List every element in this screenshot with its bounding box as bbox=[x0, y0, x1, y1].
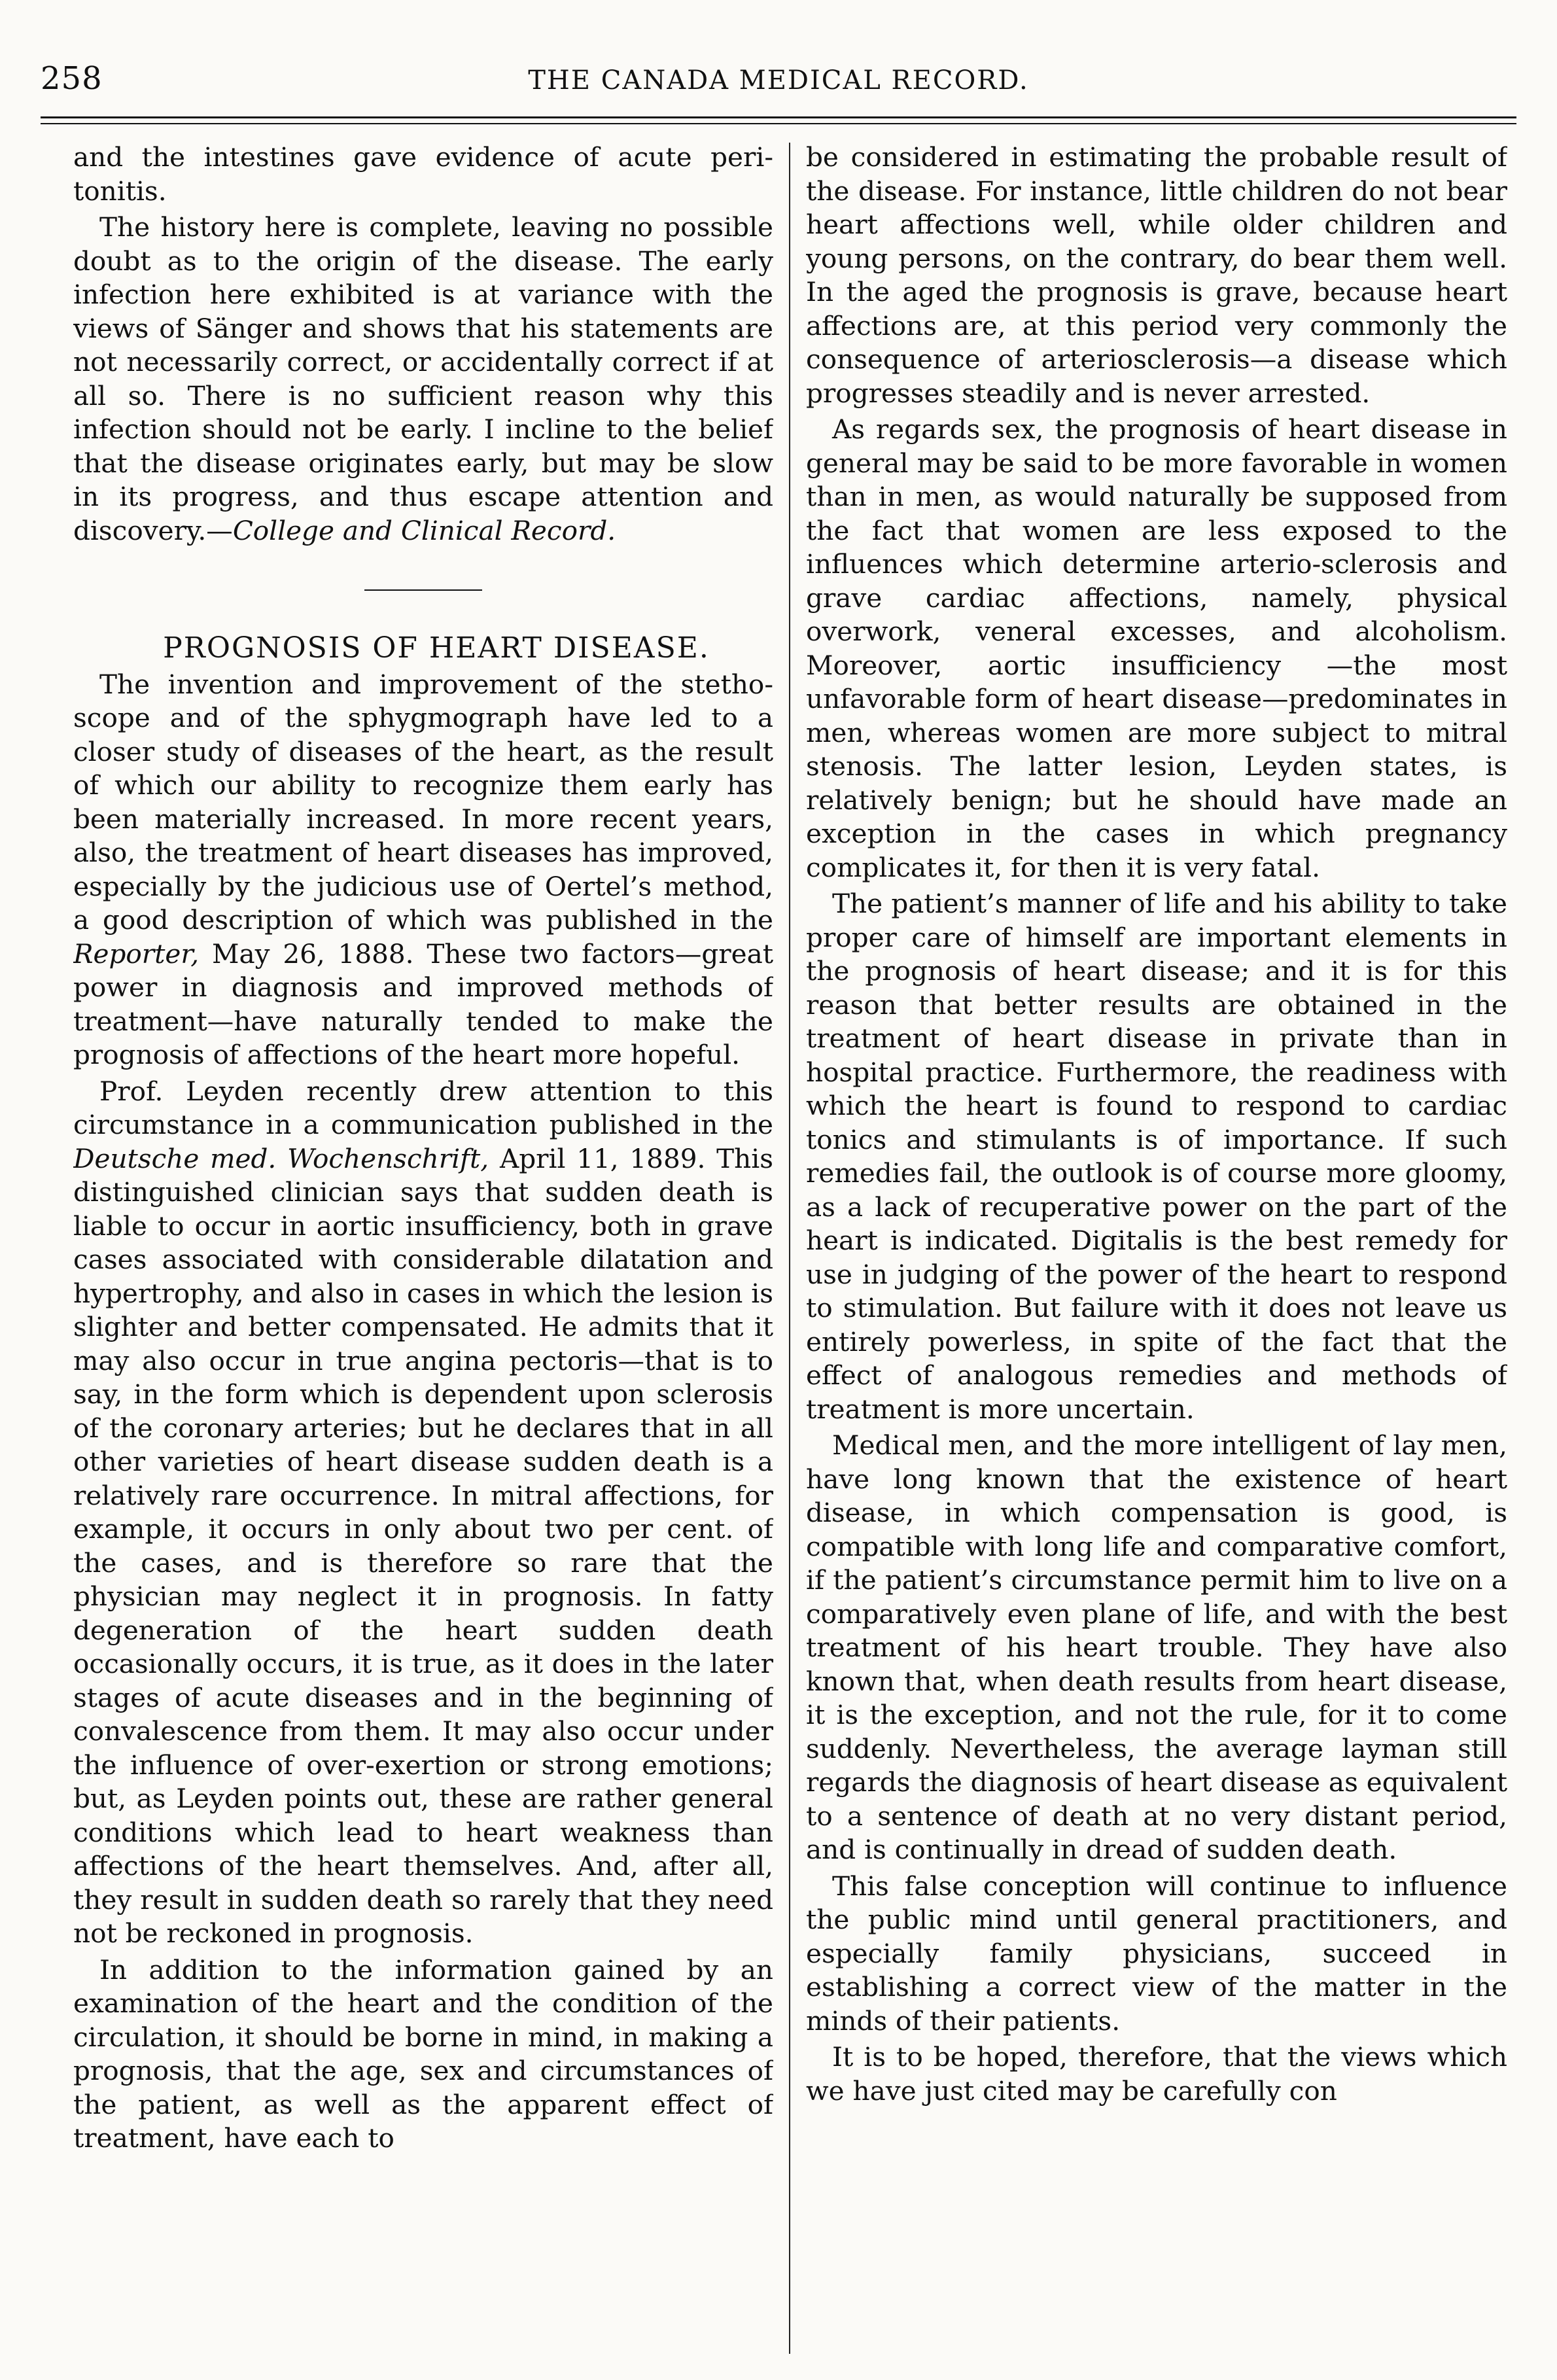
source-citation: College and Clinical Record. bbox=[232, 514, 616, 546]
left-column bbox=[73, 141, 773, 2358]
paragraph-text: May 26, 1888. These two factors—great power in diagnosis and improved methods of treatment—have naturally tended to make the prognosis of affections of the heart more hopeful. bbox=[73, 937, 773, 1070]
running-title: THE CANADA MEDICAL RECORD. bbox=[528, 65, 1029, 96]
paragraph: Medical men, and the more intelligent of lay men, have long known that the existence of heart disease, in which compensation is good, is compatible with long life and comparative comfort, if the patient’s circumstance permit him to live on a comparatively even plane of life, and with the best treatment of his heart trouble. They have also known that, when death results from heart disease, it is the exception, and not the rule, for it to come suddenly. Nevertheless, the average layman still regards the diagnosis of heart disease as equivalent to a sentence of death at no very distant period, and is continually in dread of sudden death. bbox=[806, 1429, 1507, 1865]
paragraph bbox=[73, 211, 773, 548]
section-divider bbox=[364, 589, 482, 591]
paragraph-text: Prof. Leyden recently drew attention to this circumstance in a communication published in the bbox=[73, 1075, 773, 1140]
paragraph: The patient’s manner of life and his ability to take proper care of himself are important elements in the prognosis of heart disease; and it is for this reason that better results are obtained in the treatment of heart disease in private than in hospital practice. Furthermore, the readiness with which the heart is found to respond to cardiac tonics and stimulants is of importance. If such remedies fail, the outlook is of course more gloomy, as a lack of recuperative power on the part of the heart is indicated. Digitalis is the best remedy for use in judging of the power of the heart to respond to stimulation. But failure with it does not leave us entirely powerless, in spite of the fact that the effect of analogous remedies and methods of treatment is more uncertain. bbox=[806, 888, 1507, 1425]
header-rule-thick bbox=[41, 116, 1516, 118]
paragraph: This false conception will continue to influence the public mind until general practitioners, and especially family physicians, succeed in establishing a correct view of the matter in the minds of their patients. bbox=[806, 1870, 1507, 2037]
paragraph: In addition to the information gained by an examination of the heart and the condition of the circulation, it should be borne in mind, in making a prognosis, that the age, sex and circumstances of the patient, as well as the apparent effect of treatment, have each to bbox=[73, 1953, 773, 2154]
right-column bbox=[806, 141, 1507, 2358]
header-rule-thin bbox=[41, 123, 1516, 124]
column-divider bbox=[789, 143, 790, 2354]
journal-name: Reporter, bbox=[73, 937, 200, 970]
section-title: PROGNOSIS OF HEART DISEASE. bbox=[163, 631, 710, 665]
paragraph-text: April 11, 1889. This distinguished clinician says that sudden death is liable to occur in aortic insufficiency, both in grave cases associated with considerable dilatation and hypertrophy, and also in cases in which the lesion is slighter and better compensated. He admits that it may also occur in true angina pectoris—that is to say, in the form which is dependent upon sclerosis of the coronary arteries; but he declares that in all other varieties of heart disease sudden death is a relatively rare occurrence. In mitral affections, for example, it occurs in only about two per cent. of the cases, and is therefore so rare that the physician may neglect it in prognosis. In fatty degeneration of the heart sudden death occasionally occurs, it is true, as it does in the later stages of acute diseases and in the beginning of convalescence from them. It may also occur under the influence of over-exertion or strong emotions; but, as Leyden points out, these are rather general conditions which lead to heart weakness than affections of the heart themselves. And, after all, they result in sudden death so rarely that they need not be reckoned in prognosis. bbox=[73, 1142, 773, 1949]
paragraph-text: The invention and improvement of the stethoscope and of the sphygmograph have led to a closer study of diseases of the heart, as the result of which our ability to recognize them early has been materially increased. In more recent years, also, the treatment of heart diseases has improved, especially by the judicious use of Oertel’s method, a good description of which was published in the bbox=[73, 668, 773, 936]
journal-name: Deutsche med. Wochenschrift, bbox=[73, 1142, 489, 1174]
paragraph: and the intestines gave evidence of acute peritonitis. bbox=[73, 141, 773, 207]
paragraph-text: The history here is complete, leaving no possible doubt as to the origin of the disease. The early infection here exhibited is at variance with the views of Sänger and shows that his statements are not necessarily correct, or accidentally correct if at all so. There is no sufficient reason why this infection should not be early. I incline to the belief that the disease originates early, but may be slow in its progress, and thus escape attention and discovery.— bbox=[73, 211, 773, 546]
page-number: 258 bbox=[41, 60, 103, 97]
paragraph: As regards sex, the prognosis of heart disease in general may be said to be more favorable in women than in men, as would naturally be supposed from the fact that women are less exposed to the influences which determine arterio-sclerosis and grave cardiac affections, namely, physical overwork, veneral excesses, and alcoholism. Moreover, aortic insufficiency —the most unfavorable form of heart disease—predominates in men, whereas women are more subject to mitral stenosis. The latter lesion, Leyden states, is relatively benign; but he should have made an exception in the cases in which pregnancy complicates it, for then it is very fatal. bbox=[806, 413, 1507, 883]
paragraph: It is to be hoped, therefore, that the views which we have just cited may be carefully con bbox=[806, 2041, 1507, 2107]
paragraph bbox=[73, 1075, 773, 1951]
paragraph: be considered in estimating the probable result of the disease. For instance, little children do not bear heart affections well, while older children and young persons, on the contrary, do bear them well. In the aged the prognosis is grave, because heart affections are, at this period very commonly the consequence of arteriosclerosis—a disease which progresses steadily and is never arrested. bbox=[806, 141, 1507, 409]
paragraph bbox=[73, 668, 773, 1072]
